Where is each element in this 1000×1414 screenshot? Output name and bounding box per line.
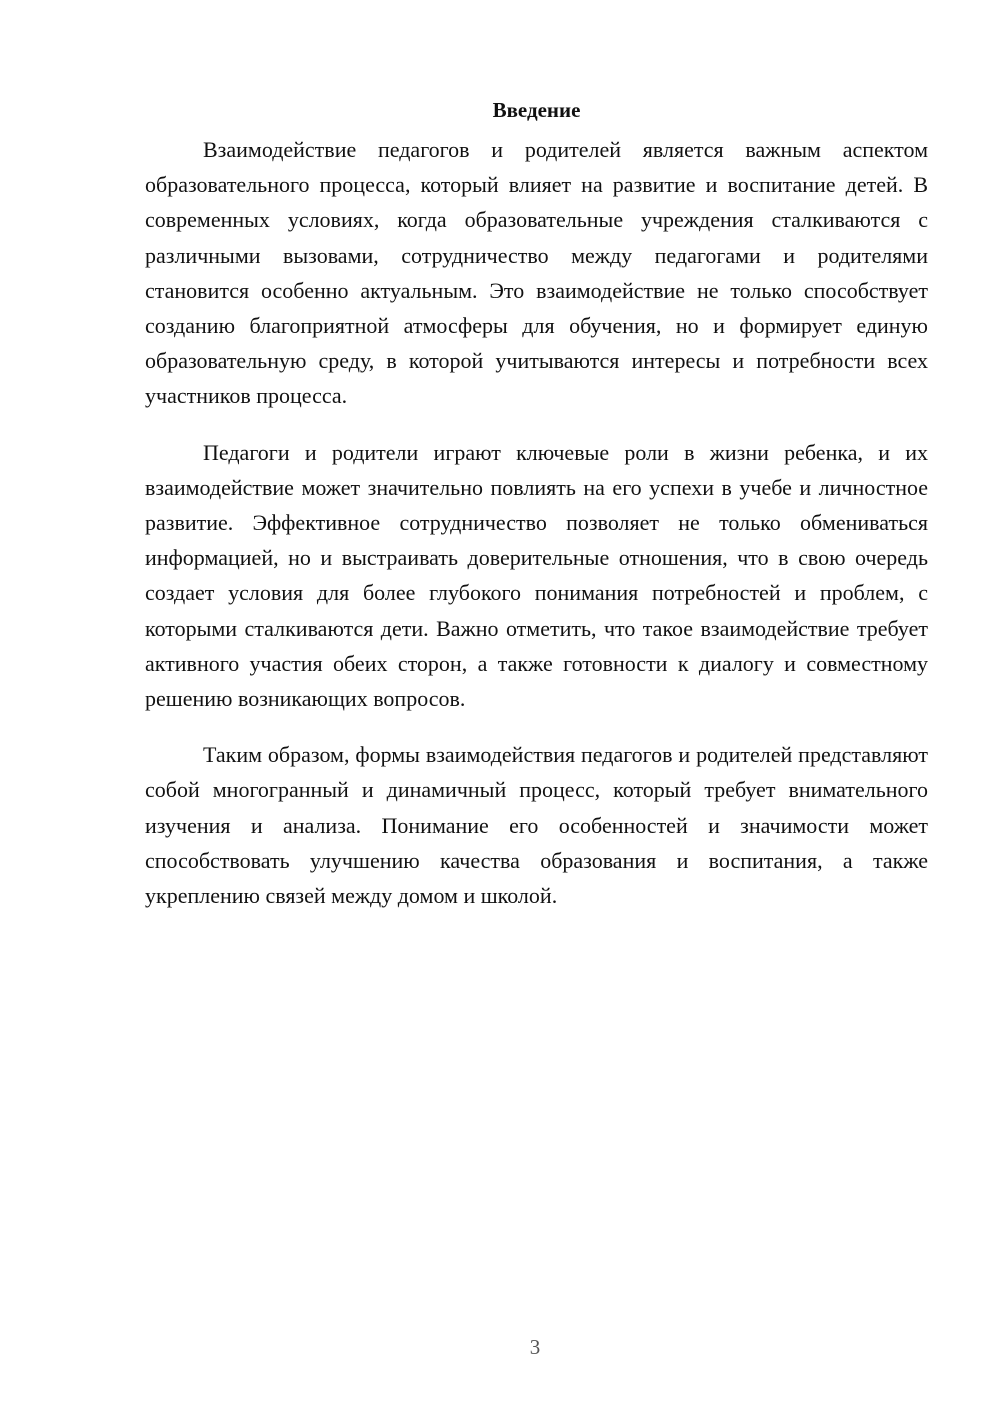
section-title: Введение: [492, 98, 581, 122]
page-content: [145, 92, 928, 934]
paragraph-2: Педагоги и родители играют ключевые роли в жизни ребенка, и их взаимодействие может значительно повлиять на его успехи в учебе и личностное развитие. Эффективное сотрудничество позволяет не только обмениваться информацией, но и выстраивать доверительные отношения, что в свою очередь создает условия для более глубокого понимания потребностей и проблем, с которыми сталкиваются дети. Важно отметить, что такое взаимодействие требует активного участия обеих сторон, а также готовности к диалогу и совместному решению возникающих вопросов.: [145, 439, 928, 712]
page-number: 3: [529, 1335, 541, 1359]
paragraph-1: Взаимодействие педагогов и родителей является важным аспектом образовательного процесса, который влияет на развитие и воспитание детей. В современных условиях, когда образовательные учреждения сталкиваются с различными вызовами, сотрудничество между педагогами и родителями становится особенно актуальным. Это взаимодействие не только способствует созданию благоприятной атмосферы для обучения, но и формирует единую образовательную среду, в которой учитываются интересы и потребности всех участников процесса.: [145, 137, 928, 409]
paragraph-3: Таким образом, формы взаимодействия педагогов и родителей представляют собой многогранный и динамичный процесс, который требует внимательного изучения и анализа. Понимание его особенностей и значимости может способствовать улучшению качества образования и воспитания, а также укреплению связей между домом и школой.: [145, 742, 928, 909]
